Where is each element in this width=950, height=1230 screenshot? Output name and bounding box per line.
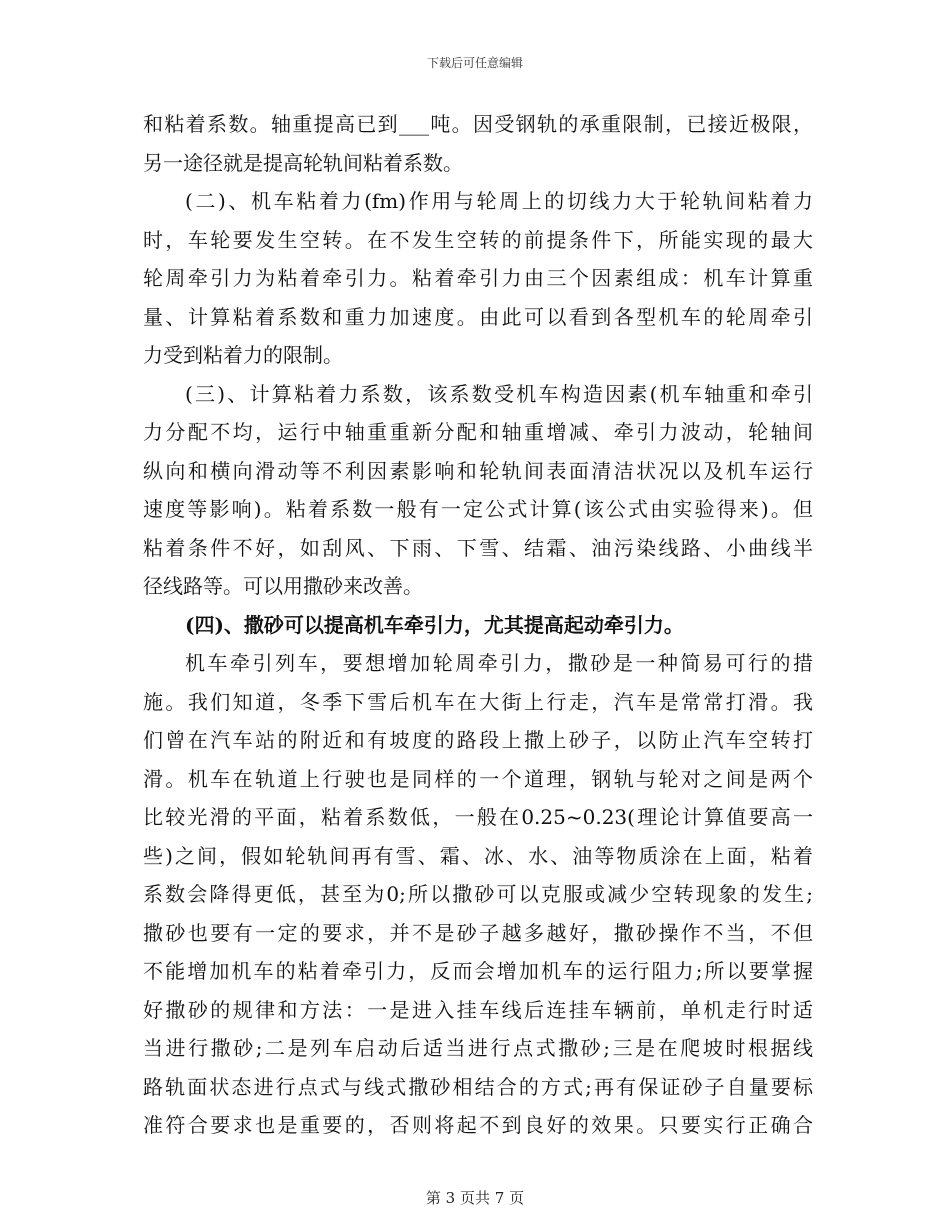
body-line: 路轨面状态进行点式与线式撒砂相结合的方式;再有保证砂子自量要标 [143, 1074, 813, 1099]
body-line: 好撒砂的规律和方法：一是进入挂车线后连挂车辆前，单机走行时适 [143, 997, 813, 1022]
body-line: 比较光滑的平面，粘着系数低，一般在0.25~0.23(理论计算值要高一 [143, 805, 813, 829]
section-heading: (四)、撒砂可以提高机车牵引力，尤其提高起动牵引力。 [185, 612, 684, 637]
body-line: 滑。机车在轨道上行驶也是同样的一个道理，钢轨与轮对之间是两个 [143, 766, 813, 791]
document-body [143, 105, 813, 1145]
body-line: 另一途径就是提高轮轨间粘着系数。 [143, 150, 463, 175]
body-line: 纵向和横向滑动等不利因素影响和轮轨间表面清洁状况以及机车运行 [143, 458, 813, 483]
body-line: 系数会降得更低，甚至为0;所以撒砂可以克服或减少空转现象的发生; [143, 882, 813, 906]
body-line: 和粘着系数。轴重提高已到___吨。因受钢轨的承重限制，已接近极限， [143, 112, 813, 136]
body-line: 径线路等。可以用撒砂来改善。 [143, 574, 423, 598]
body-line: 准符合要求也是重要的，否则将起不到良好的效果。只要实行正确合 [143, 1113, 813, 1137]
body-line: (三)、计算粘着力系数，该系数受机车构造因素(机车轴重和牵引 [185, 381, 813, 406]
page-footer: 第 3 页共 7 页 [425, 1189, 525, 1207]
body-line: 时，车轮要发生空转。在不发生空转的前提条件下，所能实现的最大 [143, 227, 813, 252]
body-line: 不能增加机车的粘着牵引力，反而会增加机车的运行阻力;所以要掌握 [143, 959, 813, 983]
body-line: 们曾在汽车站的附近和有坡度的路段上撒上砂子，以防止汽车空转打 [143, 728, 813, 752]
page-header: 下载后可任意编辑 [426, 56, 523, 70]
body-line: 力分配不均，运行中轴重重新分配和轴重增减、牵引力波动，轮轴间 [143, 420, 813, 444]
body-line: 撒砂也要有一定的要求，并不是砂子越多越好，撒砂操作不当，不但 [143, 920, 813, 945]
body-line: 轮周牵引力为粘着牵引力。粘着牵引力由三个因素组成：机车计算重 [143, 266, 813, 290]
body-line: 粘着条件不好，如刮风、下雨、下雪、结霜、油污染线路、小曲线半 [143, 535, 813, 560]
body-line: 当进行撒砂;二是列车启动后适当进行点式撒砂;三是在爬坡时根据线 [143, 1036, 813, 1060]
body-line: 施。我们知道，冬季下雪后机车在大街上行走，汽车是常常打滑。我 [143, 689, 813, 714]
body-line: 速度等影响)。粘着系数一般有一定公式计算(该公式由实验得来)。但 [143, 497, 813, 521]
body-line: 力受到粘着力的限制。 [143, 343, 343, 367]
body-line: (二)、机车粘着力(fm)作用与轮周上的切线力大于轮轨间粘着力 [185, 189, 813, 213]
body-line: 些)之间，假如轮轨间再有雪、霜、冰、水、油等物质涂在上面，粘着 [143, 843, 813, 868]
body-line: 机车牵引列车，要想增加轮周牵引力，撒砂是一种简易可行的措 [185, 651, 813, 675]
body-line: 量、计算粘着系数和重力加速度。由此可以看到各型机车的轮周牵引 [143, 304, 813, 329]
